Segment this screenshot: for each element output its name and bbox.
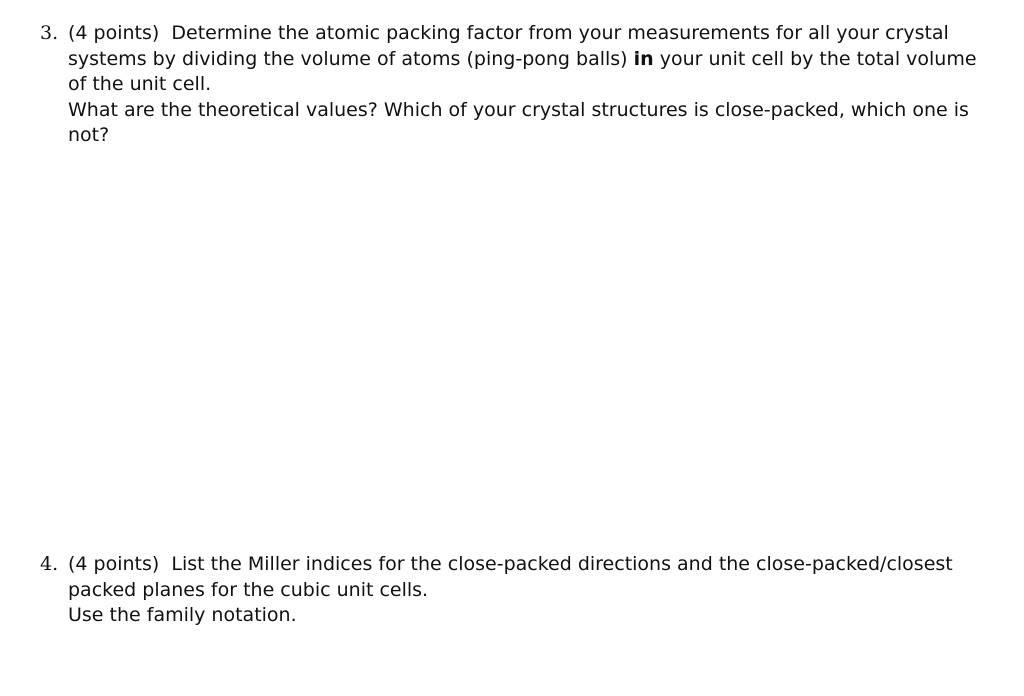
emphasis-text: in: [633, 47, 654, 70]
question-paragraph: [68, 552, 1000, 603]
question-text: Determine the atomic packing factor from your measurements for all your crystal systems by dividing the volume of atoms (ping-pong balls): [68, 22, 949, 70]
question-paragraph: Use the family notation.: [68, 604, 297, 626]
question-number: 3.: [40, 22, 59, 44]
question-paragraph: What are the theoretical values? Which of your crystal structures is close-packed, which one is not?: [68, 98, 969, 146]
points-label: (4 points): [68, 553, 160, 575]
question-text: your unit cell by the total volume of the unit cell.: [68, 47, 977, 95]
question-4: [40, 552, 1000, 629]
question-body: [68, 21, 1000, 149]
question-number: 4.: [40, 553, 59, 575]
question-paragraph: [68, 21, 1000, 98]
question-text: List the Miller indices for the close-packed directions and the close-packed/closest packed planes for the cubic unit cells.: [68, 553, 953, 601]
question-3: [40, 21, 1000, 149]
points-label: (4 points): [68, 22, 160, 44]
question-body: [68, 552, 1000, 629]
answer-space[interactable]: [40, 160, 980, 540]
